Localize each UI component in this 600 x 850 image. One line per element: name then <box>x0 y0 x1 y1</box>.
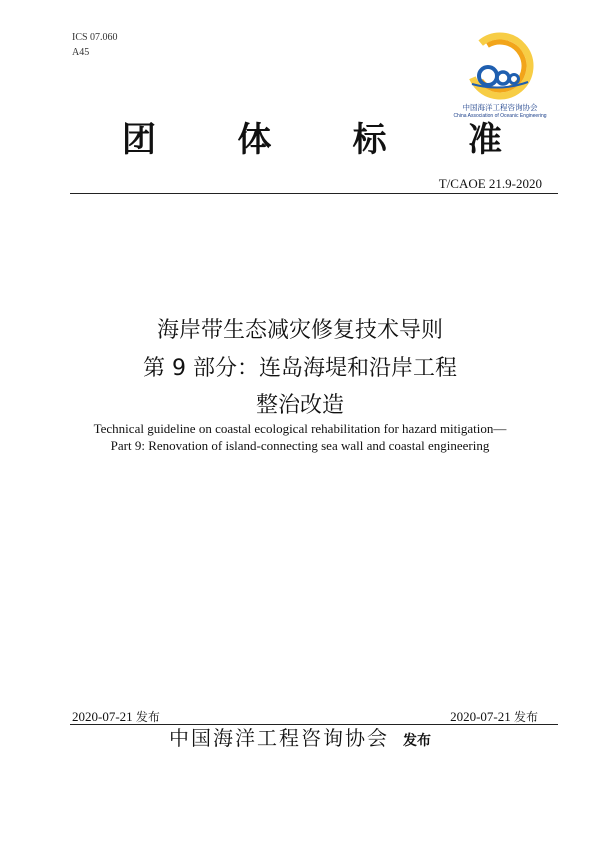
standard-type-char: 体 <box>237 120 272 160</box>
standard-type-char: 团 <box>122 120 156 160</box>
logo-org-name-cn: 中国海洋工程咨询协会 <box>462 103 538 112</box>
header-divider <box>70 193 558 194</box>
implement-date-label: 发布 <box>513 710 538 724</box>
implement-date-value: 2020-07-21 <box>450 709 511 724</box>
publisher <box>0 724 600 755</box>
association-logo <box>440 26 560 126</box>
standard-type <box>122 118 502 162</box>
publisher-name: 中国海洋工程咨询协会 <box>169 726 389 750</box>
standard-number: T/CAOE 21.9-2020 <box>438 176 542 191</box>
title-cn-line-3: 整治改造 <box>255 393 344 418</box>
ccs-code: A45 <box>72 47 90 58</box>
classification-codes <box>72 30 118 60</box>
title-en-line-2: Part 9: Renovation of island-connecting sea wall and coastal engineering <box>110 438 490 453</box>
issue-date <box>72 708 160 725</box>
association-logo-icon <box>440 26 560 104</box>
implement-date <box>450 708 538 725</box>
publisher-suffix: 发布 <box>403 733 431 749</box>
title-cn-line-1: 海岸带生态减灾修复技术导则 <box>156 318 443 343</box>
issue-date-value: 2020-07-21 <box>72 709 133 724</box>
standard-type-char: 准 <box>467 120 502 160</box>
issue-date-label: 发布 <box>135 710 160 724</box>
title-en-line-1: Technical guideline on coastal ecological rehabilitation for hazard mitigation— <box>93 421 507 436</box>
logo-org-name-en: China Association of Oceanic Engineering <box>453 113 547 119</box>
ics-code: ICS 07.060 <box>72 32 118 43</box>
title-cn-line-2: 第 9 部分：连岛海堤和沿岸工程 <box>143 356 457 381</box>
standard-type-char: 标 <box>352 120 387 160</box>
